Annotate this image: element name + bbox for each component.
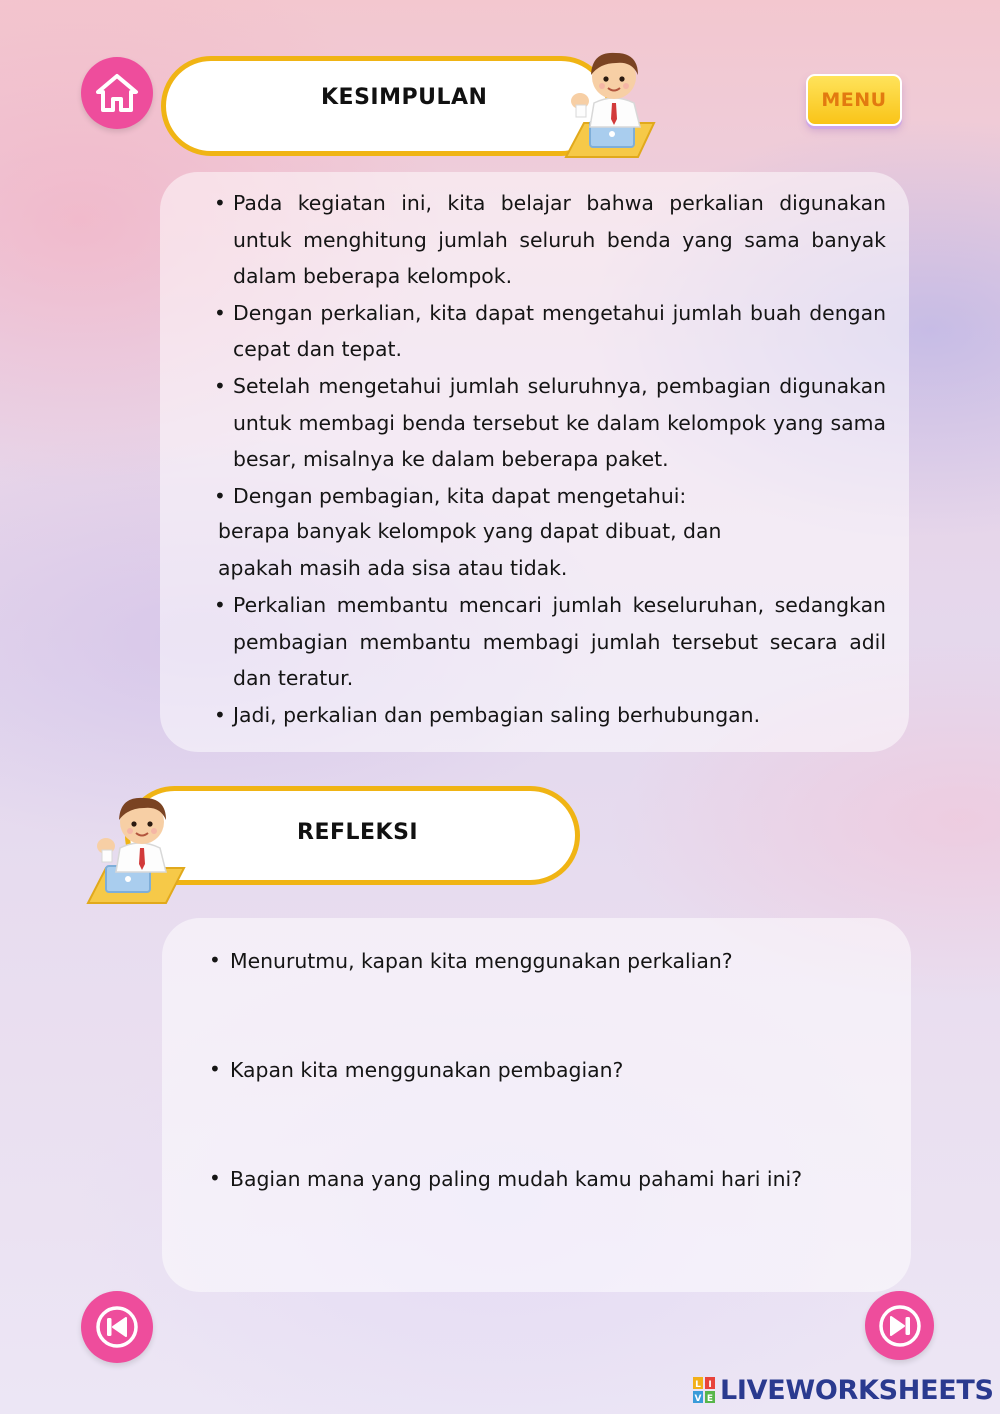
next-page-button[interactable] — [865, 1291, 934, 1360]
previous-page-button[interactable] — [81, 1291, 153, 1363]
list-item: • Jadi, perkalian dan pembagian saling berhubungan. — [214, 702, 761, 727]
refleksi-card — [162, 918, 911, 1292]
watermark-text: LIVEWORKSHEETS — [720, 1374, 994, 1406]
skip-forward-icon — [878, 1304, 922, 1348]
sub-line: apakah masih ada sisa atau tidak. — [218, 556, 568, 580]
svg-text:I: I — [708, 1380, 712, 1390]
list-item: • Dengan pembagian, kita dapat mengetahui: — [214, 483, 687, 508]
menu-button[interactable]: MENU — [806, 74, 902, 126]
list-item: • Dengan perkalian, kita dapat mengetahui jumlah buah dengan cepat dan tepat. — [214, 300, 886, 362]
list-item: • Pada kegiatan ini, kita belajar bahwa perkalian digunakan untuk menghitung jumlah seluruh benda yang sama banyak dalam beberapa kelompok. — [214, 191, 886, 289]
liveworksheets-logo-icon — [692, 1376, 716, 1404]
home-button[interactable] — [81, 57, 153, 129]
liveworksheets-watermark — [692, 1373, 994, 1407]
list-item: • Perkalian membantu mencari jumlah keseluruhan, sedangkan pembagian membantu membagi jumlah tersebut secara adil dan teratur. — [214, 593, 886, 691]
svg-text:E: E — [706, 1394, 714, 1404]
list-item: • Setelah mengetahui jumlah seluruhnya, pembagian digunakan untuk membagi benda tersebut ke dalam kelompok yang sama besar, misalnya ke dalam beberapa paket. — [214, 373, 886, 472]
student-illustration — [84, 788, 188, 906]
student-illustration — [556, 45, 660, 160]
section-title: REFLEKSI — [297, 820, 419, 845]
skip-back-icon — [95, 1305, 139, 1349]
home-icon — [94, 72, 140, 114]
reflection-question: Menurutmu, kapan kita menggunakan perkalian? — [230, 949, 733, 973]
sub-line: berapa banyak kelompok yang dapat dibuat, dan — [218, 519, 722, 543]
svg-text:L: L — [695, 1380, 701, 1390]
reflection-question: Bagian mana yang paling mudah kamu pahami hari ini? — [230, 1167, 803, 1191]
svg-text:V: V — [694, 1394, 702, 1404]
page-title: KESIMPULAN — [321, 85, 488, 110]
kesimpulan-list-after — [214, 587, 886, 733]
kesimpulan-list — [214, 185, 886, 514]
reflection-question: Kapan kita menggunakan pembagian? — [230, 1058, 624, 1082]
